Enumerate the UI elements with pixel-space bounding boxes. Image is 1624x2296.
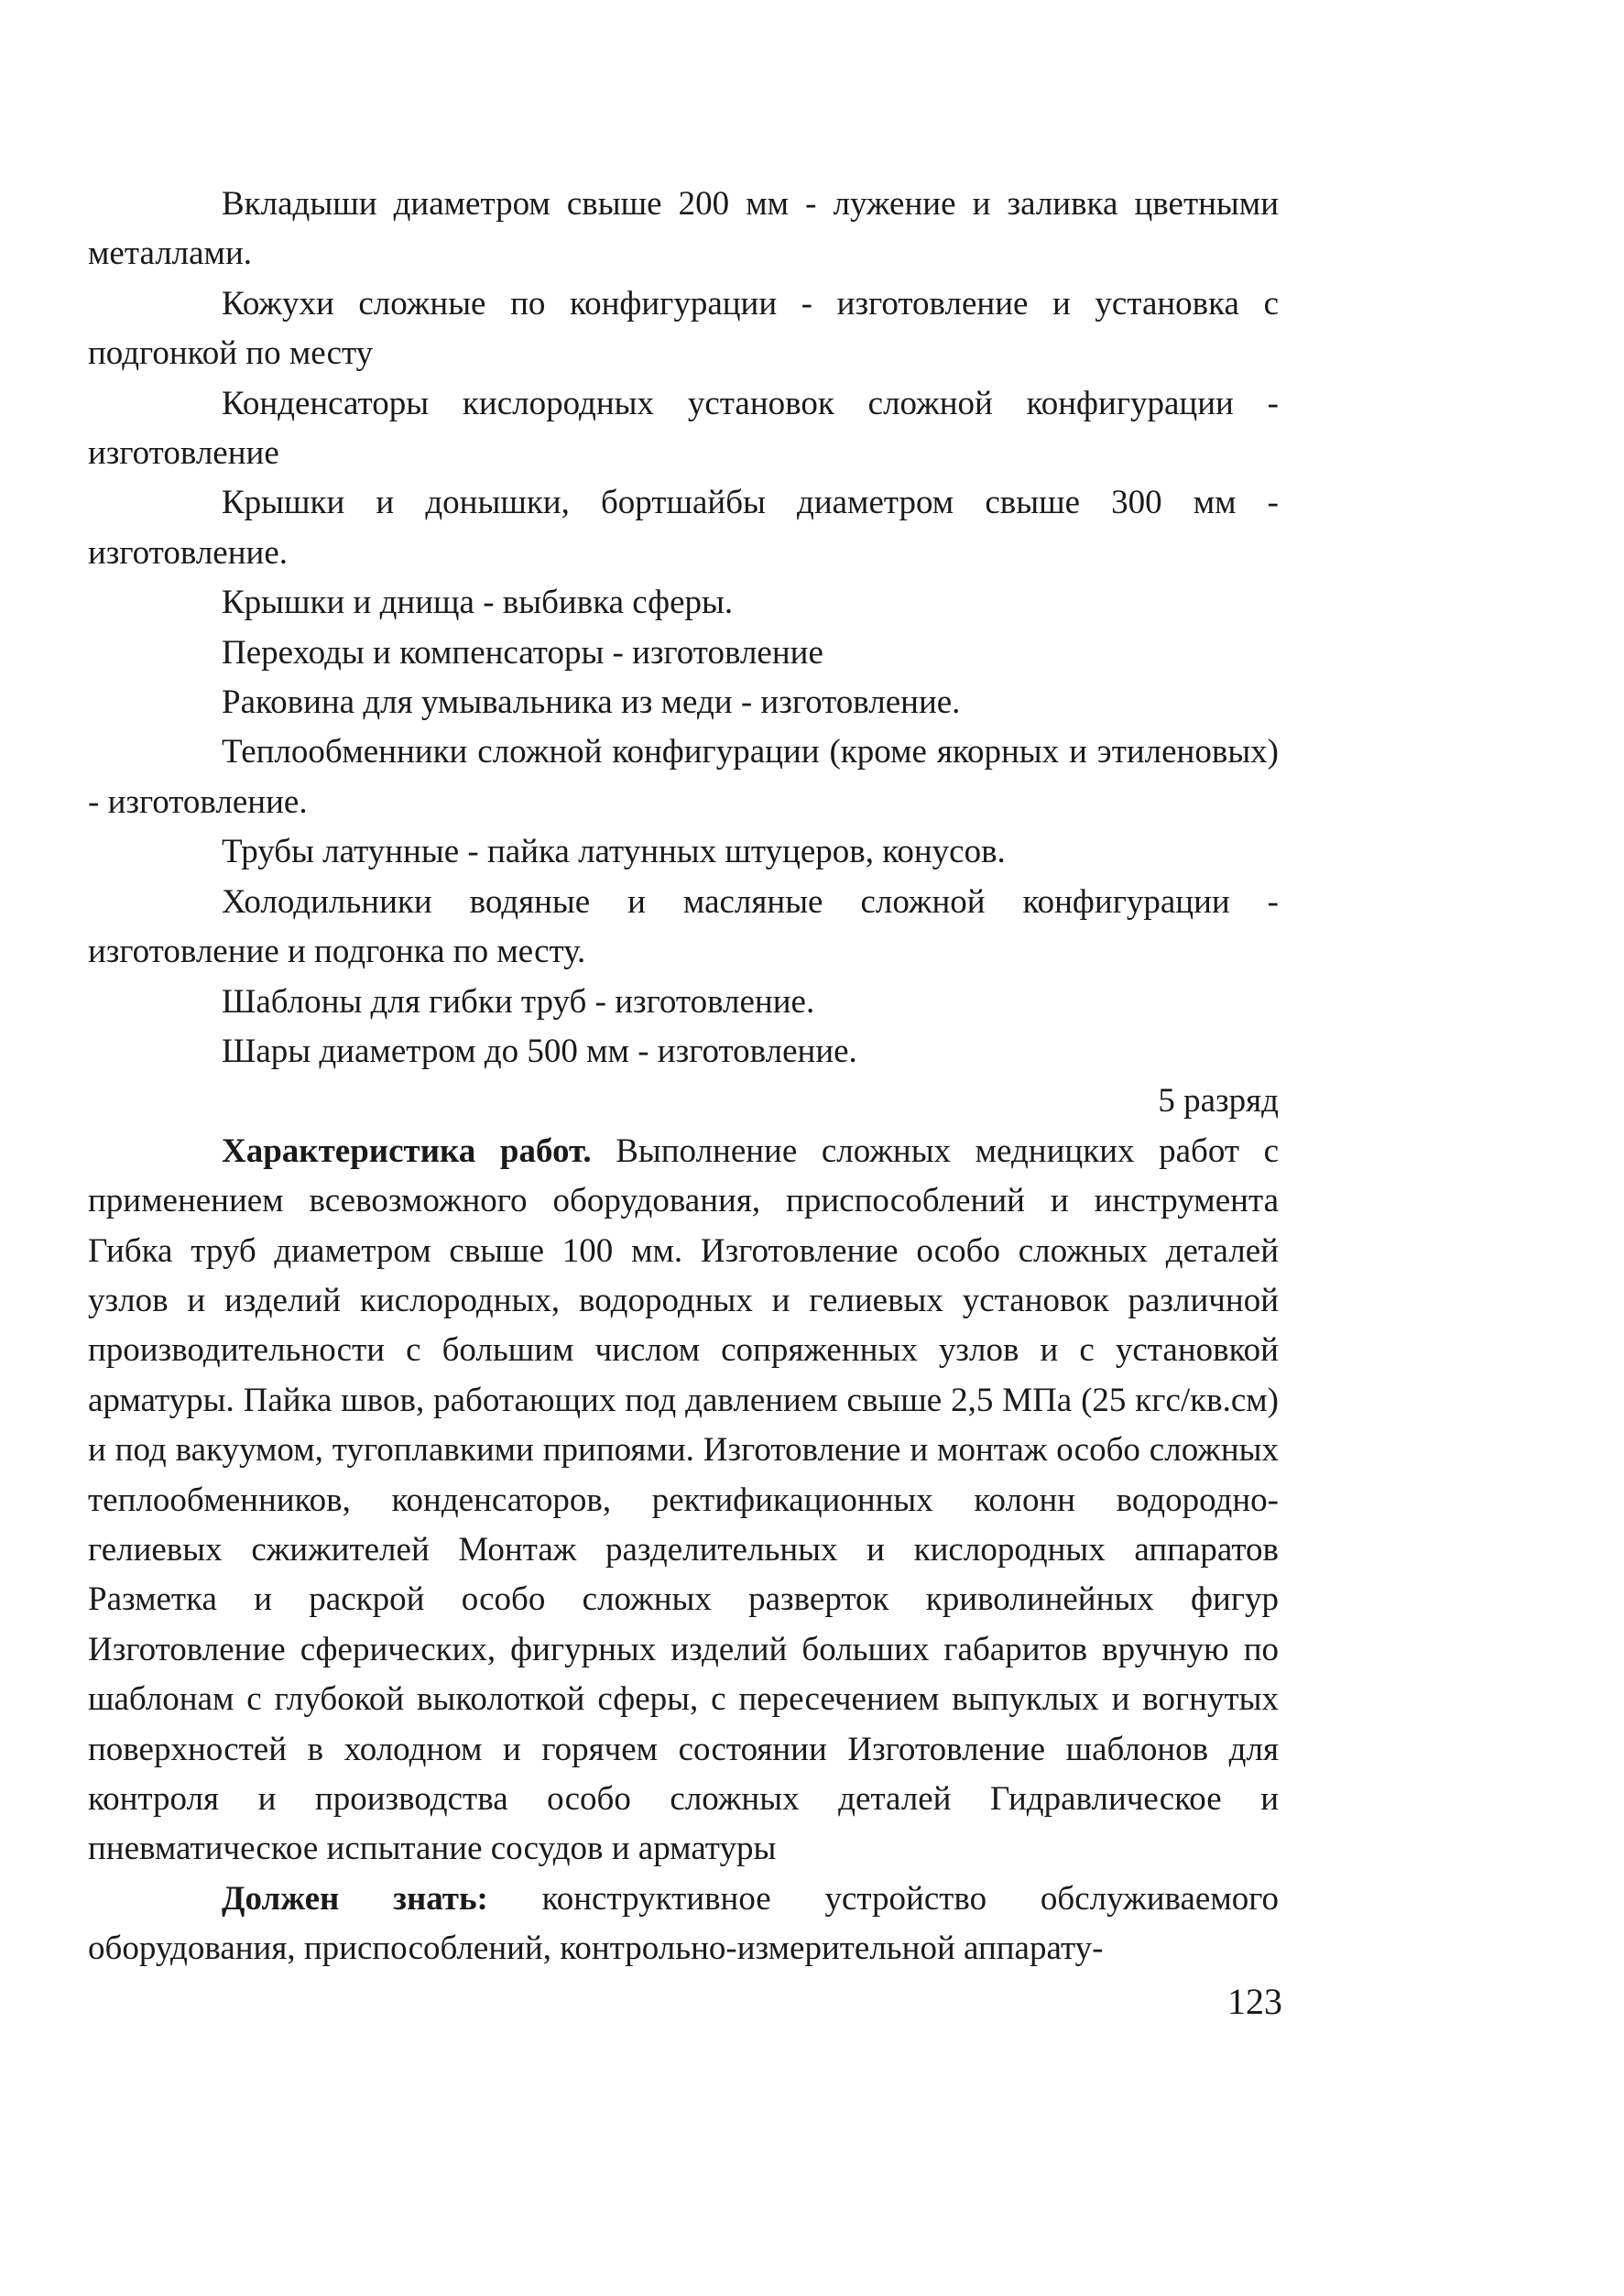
- list-item: Холодильники водяные и масляные сложной конфигурации - изготовление и подгонка по месту.: [88, 882, 1279, 971]
- work-characteristic-text: Выполнение сложных медницких работ с применением всевозможного оборудования, приспособлений и инструмента Гибка труб диаметром свыше 100 мм. Изготовление особо сложных деталей узлов и изделий кислородных, водородных и гелиевых установок различной производительности с большим числом сопряженных узлов и с установкой арматуры. Пайка швов, работающих под давлением свыше 2,5 МПа (25 кгс/кв.см) и под вакуумом, тугоплавкими припоями. Изготовление и монтаж особо сложных теплообменников, конденсаторов, ректификационных колонн водородно-гелиевых сжижителей Монтаж разделительных и кислородных аппаратов Разметка и раскрой особо сложных разверток криволинейных фигур Изготовление сферических, фигурных изделий больших габаритов вручную по шаблонам с глубокой выколоткой сферы, с пересечением выпуклых и вогнутых поверхностей в холодном и горячем состоянии Изготовление шаблонов для контроля и производства особо сложных деталей Гидравлическое и пневматическое испытание сосудов и арматуры: [88, 1132, 1280, 1868]
- list-item: Шаблоны для гибки труб - изготовление.: [222, 982, 815, 1021]
- list-item: Шары диаметром до 500 мм - изготовление.: [222, 1032, 857, 1070]
- work-characteristic-heading: Характеристика работ.: [222, 1132, 592, 1170]
- list-item: Переходы и компенсаторы - изготовление: [222, 633, 823, 672]
- list-item: Кожухи сложные по конфигурации - изготовление и установка с подгонкой по месту: [88, 284, 1279, 373]
- list-item: Теплообменники сложной конфигурации (кроме якорных и этиленовых) - изготовление.: [88, 733, 1279, 821]
- list-item: Трубы латунные - пайка латунных штуцеров, конусов.: [222, 833, 1006, 871]
- required-knowledge: [88, 1875, 1279, 1974]
- required-knowledge-text: конструктивное устройство обслуживаемого оборудования, приспособлений, контрольно-измерительной аппарату-: [88, 1879, 1279, 1968]
- grade-heading: 5 разряд: [1158, 1082, 1279, 1121]
- list-item: Крышки и днища - выбивка сферы.: [222, 584, 734, 622]
- work-characteristic: [88, 1127, 1279, 1875]
- list-item: Раковина для умывальника из меди - изготовление.: [222, 683, 961, 722]
- page-number: 123: [1227, 1981, 1282, 2022]
- list-item: Вкладыши диаметром свыше 200 мм - лужение и заливка цветными металлами.: [88, 185, 1279, 273]
- list-item: Конденсаторы кислородных установок сложной конфигурации - изготовление: [88, 384, 1279, 473]
- required-knowledge-heading: Должен знать:: [222, 1879, 488, 1918]
- page-content: [88, 180, 1279, 1974]
- list-item: Крышки и донышки, бортшайбы диаметром свыше 300 мм - изготовление.: [88, 484, 1279, 572]
